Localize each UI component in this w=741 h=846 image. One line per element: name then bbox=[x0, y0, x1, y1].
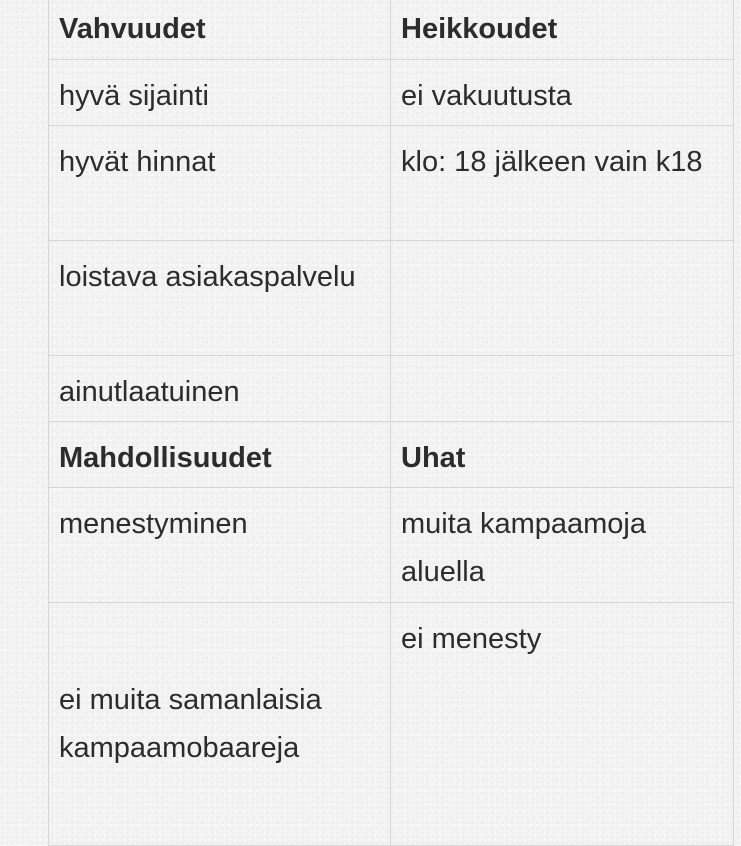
strength-cell: hyvät hinnat bbox=[49, 126, 391, 241]
strength-cell: hyvä sijainti bbox=[49, 60, 391, 126]
strength-cell: ainutlaatuinen bbox=[49, 356, 391, 422]
table-row bbox=[49, 241, 734, 356]
table-row bbox=[49, 0, 734, 60]
threat-cell: ei menesty bbox=[391, 603, 734, 846]
weakness-cell: klo: 18 jälkeen vain k18 bbox=[391, 126, 734, 241]
opportunity-cell: menestyminen bbox=[49, 488, 391, 603]
threats-header: Uhat bbox=[391, 422, 734, 488]
table-row bbox=[49, 603, 734, 846]
table-row bbox=[49, 488, 734, 603]
weakness-cell bbox=[391, 356, 734, 422]
weakness-cell bbox=[391, 241, 734, 356]
opportunity-cell: ei muita samanlaisia kampaamobaareja bbox=[49, 603, 391, 846]
table-row bbox=[49, 126, 734, 241]
swot-table bbox=[48, 0, 734, 846]
table-row bbox=[49, 422, 734, 488]
threat-cell: muita kampaamoja aluella bbox=[391, 488, 734, 603]
strength-cell: loistava asiakaspalvelu bbox=[49, 241, 391, 356]
weakness-cell: ei vakuutusta bbox=[391, 60, 734, 126]
opportunities-header: Mahdollisuudet bbox=[49, 422, 391, 488]
table-row bbox=[49, 60, 734, 126]
table-row bbox=[49, 356, 734, 422]
strengths-header: Vahvuudet bbox=[49, 0, 391, 60]
weaknesses-header: Heikkoudet bbox=[391, 0, 734, 60]
